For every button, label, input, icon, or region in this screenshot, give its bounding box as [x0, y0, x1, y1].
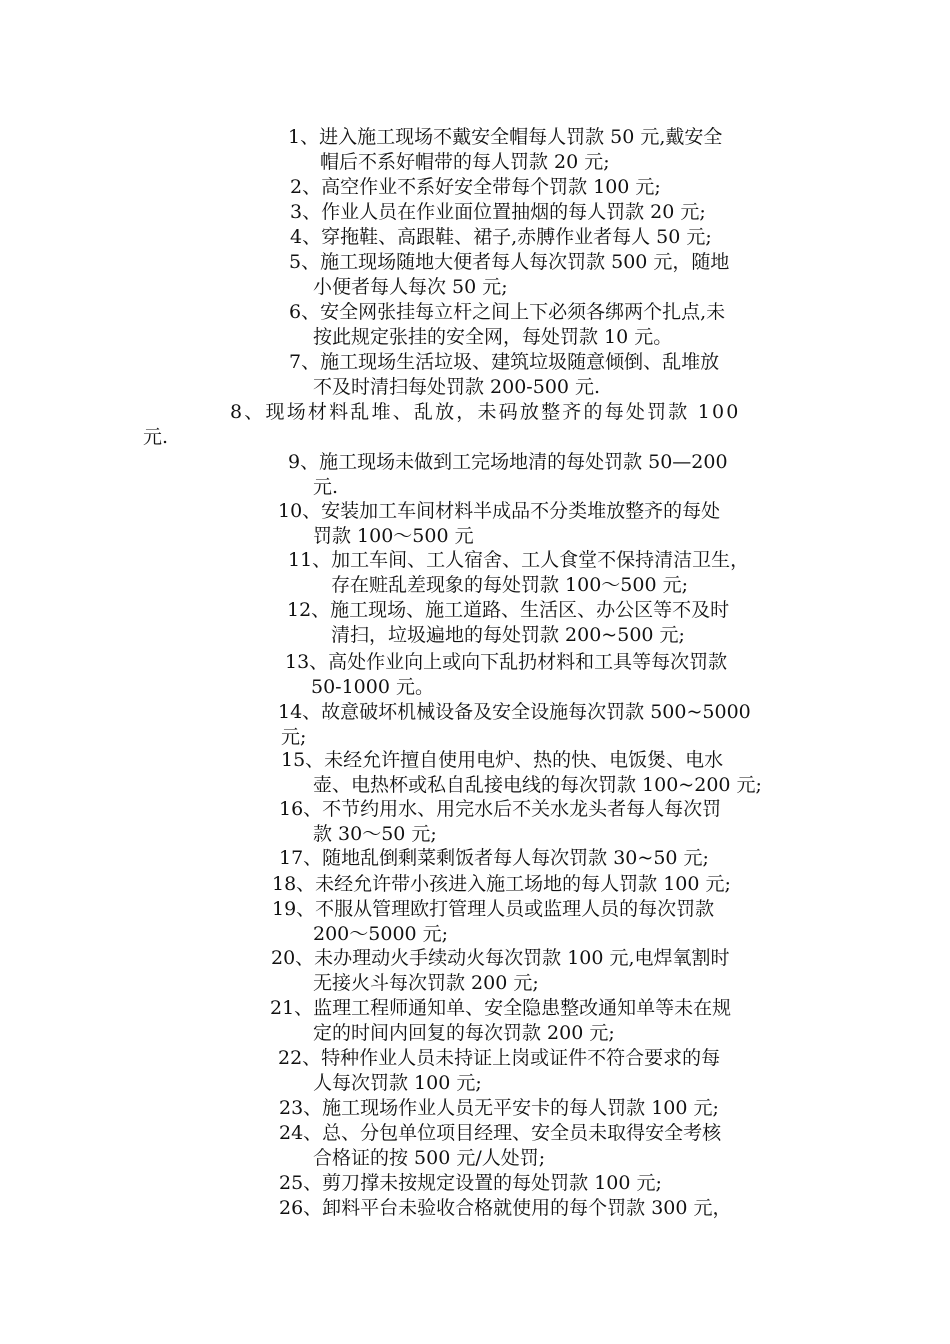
rule-26-line-1: 26、卸料平台未验收合格就使用的每个罚款 300 元， [279, 1197, 732, 1219]
rule-4-line-1: 4、穿拖鞋、高跟鞋、裙子,赤膊作业者每人 50 元; [290, 226, 712, 248]
rule-19-line-1: 19、不服从管理欧打管理人员或监理人员的每次罚款 [272, 898, 715, 920]
rule-24-line-1: 24、总、分包单位项目经理、安全员未取得安全考核 [279, 1122, 722, 1144]
rule-7-line-1: 7、施工现场生活垃圾、建筑垃圾随意倾倒、乱堆放 [289, 351, 720, 373]
rule-14-line-1: 14、故意破坏机械设备及安全设施每次罚款 500~5000 [278, 701, 751, 723]
rule-22-line-1: 22、特种作业人员未持证上岗或证件不符合要求的每 [278, 1047, 721, 1069]
rule-6-line-1: 6、安全网张挂每立杆之间上下必须各绑两个扎点,未 [289, 301, 726, 323]
rule-9-line-2: 元. [313, 476, 339, 498]
rule-15-line-1: 15、未经允许擅自使用电炉、热的快、电饭煲、电水 [281, 749, 724, 771]
rule-2-line-1: 2、高空作业不系好安全带每个罚款 100 元; [290, 176, 661, 198]
rule-7-line-2: 不及时清扫每处罚款 200-500 元. [313, 376, 601, 398]
rule-11-line-1: 11、加工车间、工人宿舍、工人食堂不保持清洁卫生， [288, 549, 750, 571]
rule-11-line-2: 存在赃乱差现象的每处罚款 100～500 元; [331, 574, 689, 596]
rule-21-line-1: 21、监理工程师通知单、安全隐患整改通知单等未在规 [270, 997, 732, 1019]
rule-13-line-1: 13、高处作业向上或向下乱扔材料和工具等每次罚款 [285, 651, 728, 673]
rule-19-line-2: 200～5000 元; [313, 923, 449, 945]
rule-23-line-1: 23、施工现场作业人员无平安卡的每人罚款 100 元; [279, 1097, 719, 1119]
rule-12-line-1: 12、施工现场、施工道路、生活区、办公区等不及时 [287, 599, 730, 621]
rule-10-line-2: 罚款 100～500 元 [313, 525, 474, 547]
rule-16-line-1: 16、不节约用水、用完水后不关水龙头者每人每次罚 [279, 798, 722, 820]
rule-17-line-1: 17、随地乱倒剩菜剩饭者每人每次罚款 30~50 元; [279, 847, 709, 869]
rule-25-line-1: 25、剪刀撑未按规定设置的每处罚款 100 元; [279, 1172, 662, 1194]
rule-21-line-2: 定的时间内回复的每次罚款 200 元; [313, 1022, 615, 1044]
rule-1-line-2: 帽后不系好帽带的每人罚款 20 元; [320, 151, 610, 173]
rule-1-line-1: 1、进入施工现场不戴安全帽每人罚款 50 元,戴安全 [288, 126, 723, 148]
rule-20-line-2: 无接火斗每次罚款 200 元; [313, 972, 539, 994]
rule-15-line-2: 壶、电热杯或私自乱接电线的每次罚款 100~200 元; [313, 774, 762, 796]
rule-24-line-2: 合格证的按 500 元/人处罚; [313, 1147, 546, 1169]
rule-12-line-2: 清扫，垃圾遍地的每处罚款 200~500 元; [331, 624, 685, 646]
rule-10-line-1: 10、安装加工车间材料半成品不分类堆放整齐的每处 [278, 500, 721, 522]
rule-5-line-1: 5、施工现场随地大便者每人每次罚款 500 元，随地 [289, 251, 730, 273]
rule-22-line-2: 人每次罚款 100 元; [313, 1072, 482, 1094]
rule-8-line-2: 元. [143, 426, 169, 448]
rule-13-line-2: 50-1000 元。 [311, 676, 434, 698]
rule-5-line-2: 小便者每人每次 50 元; [313, 276, 508, 298]
rule-6-line-2: 按此规定张挂的安全网，每处罚款 10 元。 [313, 326, 673, 348]
rule-3-line-1: 3、作业人员在作业面位置抽烟的每人罚款 20 元; [290, 201, 706, 223]
rule-18-line-1: 18、未经允许带小孩进入施工场地的每人罚款 100 元; [272, 873, 731, 895]
rule-14-line-2: 元; [281, 726, 307, 748]
rule-9-line-1: 9、施工现场未做到工完场地清的每处罚款 50—200 [288, 451, 728, 473]
rule-16-line-2: 款 30～50 元; [313, 823, 437, 845]
rule-8-line-1: 8、现场材料乱堆、乱放，未码放整齐的每处罚款 100 [230, 401, 741, 423]
rule-20-line-1: 20、未办理动火手续动火每次罚款 100 元,电焊氧割时 [271, 947, 730, 969]
